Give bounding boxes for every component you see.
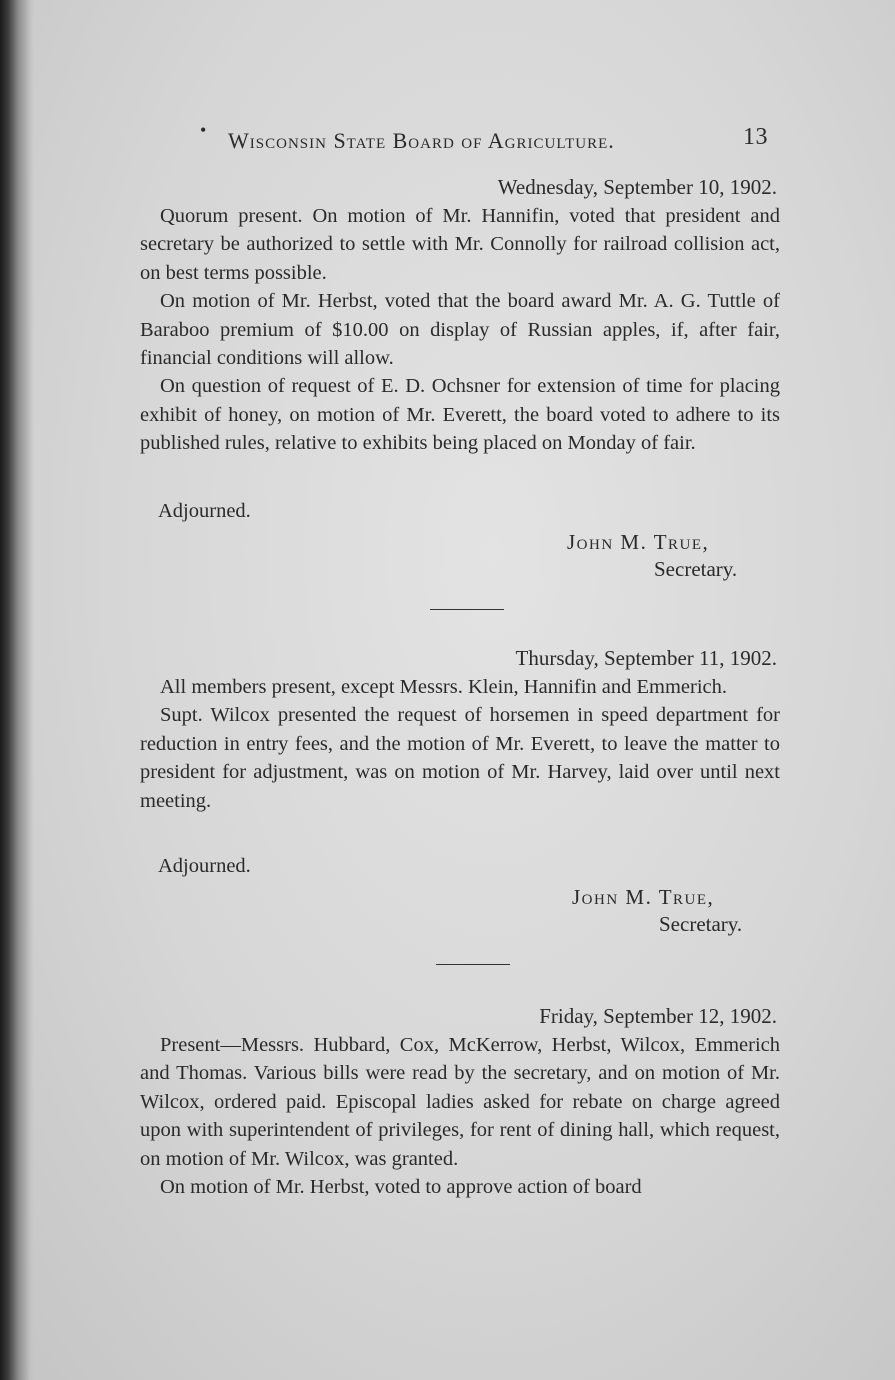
paragraph: On question of request of E. D. Ochsner for extension of time for placing exhibit of honey, on motion of Mr. Everett, the board voted to adhere to its published rules, relative to exhibits being placed on Monday of fair. bbox=[140, 375, 780, 455]
section-1-closing: Adjourned. bbox=[158, 500, 251, 522]
paragraph: Present—Messrs. Hubbard, Cox, McKerrow, Herbst, Wilcox, Emmerich and Thomas. Various bills were read by the secretary, and on motion of Mr. Wilcox, ordered paid. Episcopal ladies asked for rebate on charge agreed upon with superintendent of privileges, for rent of dining hall, which request, on motion of Mr. Wilcox, was granted. bbox=[140, 1034, 780, 1170]
section-1-date: Wednesday, September 10, 1902. bbox=[497, 175, 777, 199]
paragraph: Quorum present. On motion of Mr. Hannifin, voted that president and secretary be authorized to settle with Mr. Connolly for railroad collision act, on best terms possible. bbox=[140, 205, 780, 284]
section-3-date: Friday, September 12, 1902. bbox=[539, 1004, 777, 1028]
section-2-closing: Adjourned. bbox=[158, 855, 251, 877]
paragraph: All members present, except Messrs. Klein, Hannifin and Emmerich. bbox=[160, 676, 728, 698]
section-1-body bbox=[140, 202, 780, 458]
section-2-date: Thursday, September 11, 1902. bbox=[515, 646, 777, 670]
running-header bbox=[200, 122, 780, 156]
paragraph: Supt. Wilcox presented the request of horsemen in speed department for reduction in entry fees, and the motion of Mr. Everett, to leave the matter to president for adjustment, was on motion of Mr. Harvey, laid over until next meeting. bbox=[140, 704, 780, 812]
section-1-signature-role: Secretary. bbox=[654, 557, 738, 581]
header-title: Wisconsin State Board of Agriculture. bbox=[228, 128, 615, 153]
paragraph: On motion of Mr. Herbst, voted that the board award Mr. A. G. Tuttle of Baraboo premium of $10.00 on display of Russian apples, if, after fair, financial conditions will allow. bbox=[140, 290, 780, 370]
header-bullet: • bbox=[200, 120, 207, 140]
section-divider bbox=[430, 609, 504, 610]
section-3-body bbox=[140, 1031, 780, 1201]
section-2-signature-role: Secretary. bbox=[659, 912, 743, 936]
paragraph: On motion of Mr. Herbst, voted to approve action of board bbox=[160, 1176, 642, 1199]
book-spine-shadow bbox=[0, 0, 34, 1380]
section-2-signature-name: John M. True, bbox=[572, 885, 715, 909]
page-number: 13 bbox=[743, 124, 768, 150]
section-divider bbox=[436, 964, 510, 965]
section-1-signature-name: John M. True, bbox=[567, 530, 710, 554]
section-2-body bbox=[140, 673, 780, 815]
